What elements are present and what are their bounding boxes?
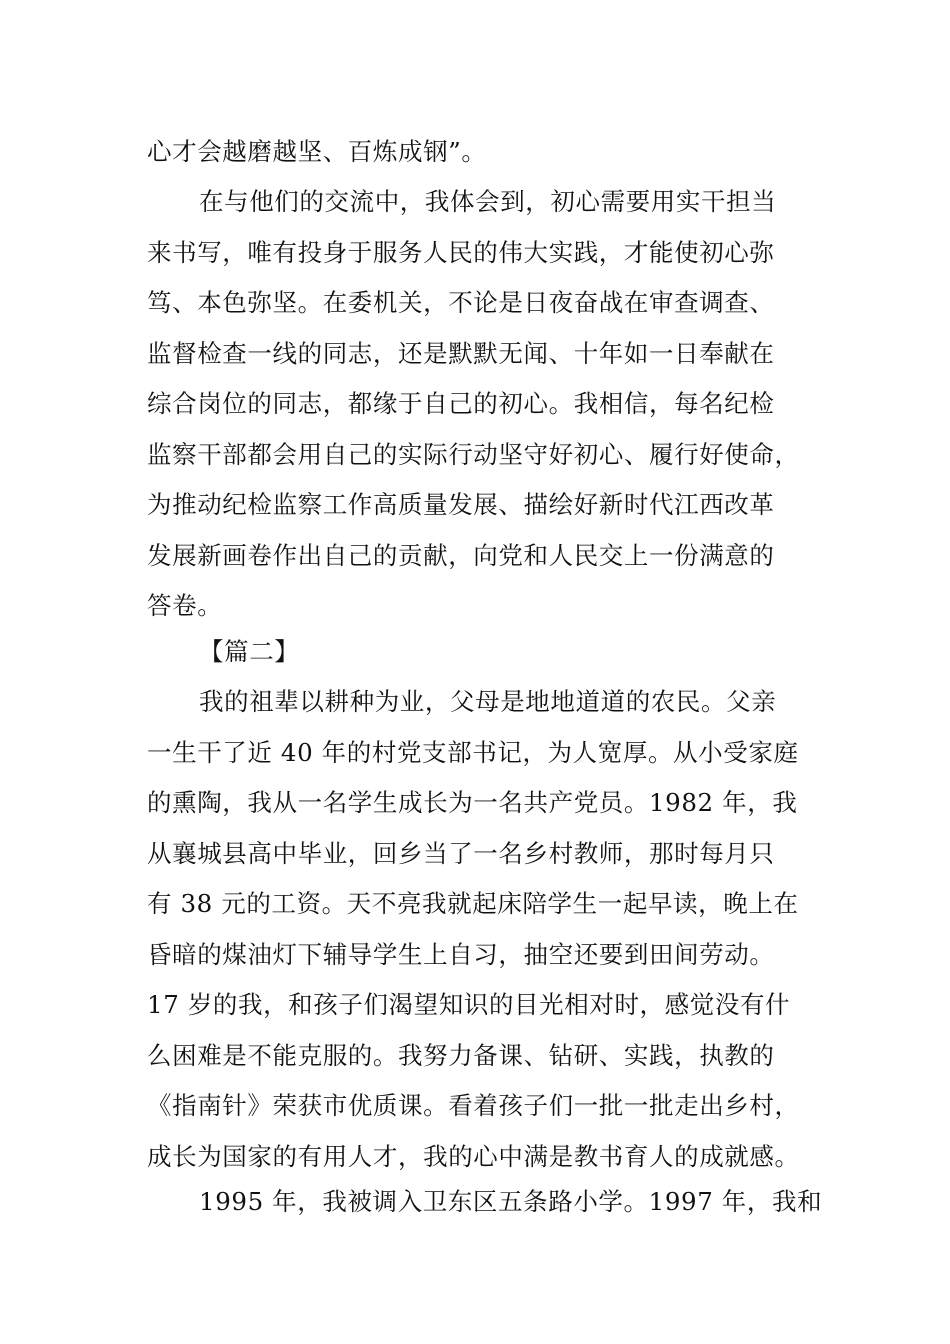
section-heading: 【篇二】 xyxy=(199,637,300,666)
text-line: 《指南针》荣获市优质课。看着孩子们一批一批走出乡村， xyxy=(147,1091,800,1120)
text-line: 来书写，唯有投身于服务人民的伟大实践，才能使初心弥 xyxy=(147,238,775,267)
text-line: 么困难是不能克服的。我努力备课、钻研、实践，执教的 xyxy=(147,1041,775,1070)
text-line: 17 岁的我，和孩子们渴望知识的目光相对时，感觉没有什 xyxy=(147,990,791,1019)
paragraph-start-line: 1995 年，我被调入卫东区五条路小学。1997 年，我和 xyxy=(199,1187,823,1216)
text-line: 昏暗的煤油灯下辅导学生上自习，抽空还要到田间劳动。 xyxy=(147,940,775,969)
text-line: 笃、本色弥坚。在委机关，不论是日夜奋战在审查调查、 xyxy=(147,288,775,317)
text-line: 心才会越磨越坚、百炼成钢”。 xyxy=(147,137,487,166)
paragraph-start-line: 我的祖辈以耕种为业，父母是地地道道的农民。父亲 xyxy=(199,687,777,716)
paragraph-start-line: 在与他们的交流中，我体会到，初心需要用实干担当 xyxy=(199,187,777,216)
text-line: 答卷。 xyxy=(147,591,223,620)
text-line: 成长为国家的有用人才，我的心中满是教书育人的成就感。 xyxy=(147,1142,800,1171)
text-line: 有 38 元的工资。天不亮我就起床陪学生一起早读，晚上在 xyxy=(147,889,799,918)
text-line: 监督检查一线的同志，还是默默无闻、十年如一日奉献在 xyxy=(147,339,775,368)
text-line: 的熏陶，我从一名学生成长为一名共产党员。1982 年，我 xyxy=(147,788,798,817)
text-line: 一生干了近 40 年的村党支部书记，为人宽厚。从小受家庭 xyxy=(147,738,799,767)
text-line: 为推动纪检监察工作高质量发展、描绘好新时代江西改革 xyxy=(147,490,775,519)
text-line: 综合岗位的同志，都缘于自己的初心。我相信，每名纪检 xyxy=(147,389,775,418)
text-line: 从襄城县高中毕业，回乡当了一名乡村教师，那时每月只 xyxy=(147,839,775,868)
text-line: 发展新画卷作出自己的贡献，向党和人民交上一份满意的 xyxy=(147,541,775,570)
text-line: 监察干部都会用自己的实际行动坚守好初心、履行好使命， xyxy=(147,440,800,469)
